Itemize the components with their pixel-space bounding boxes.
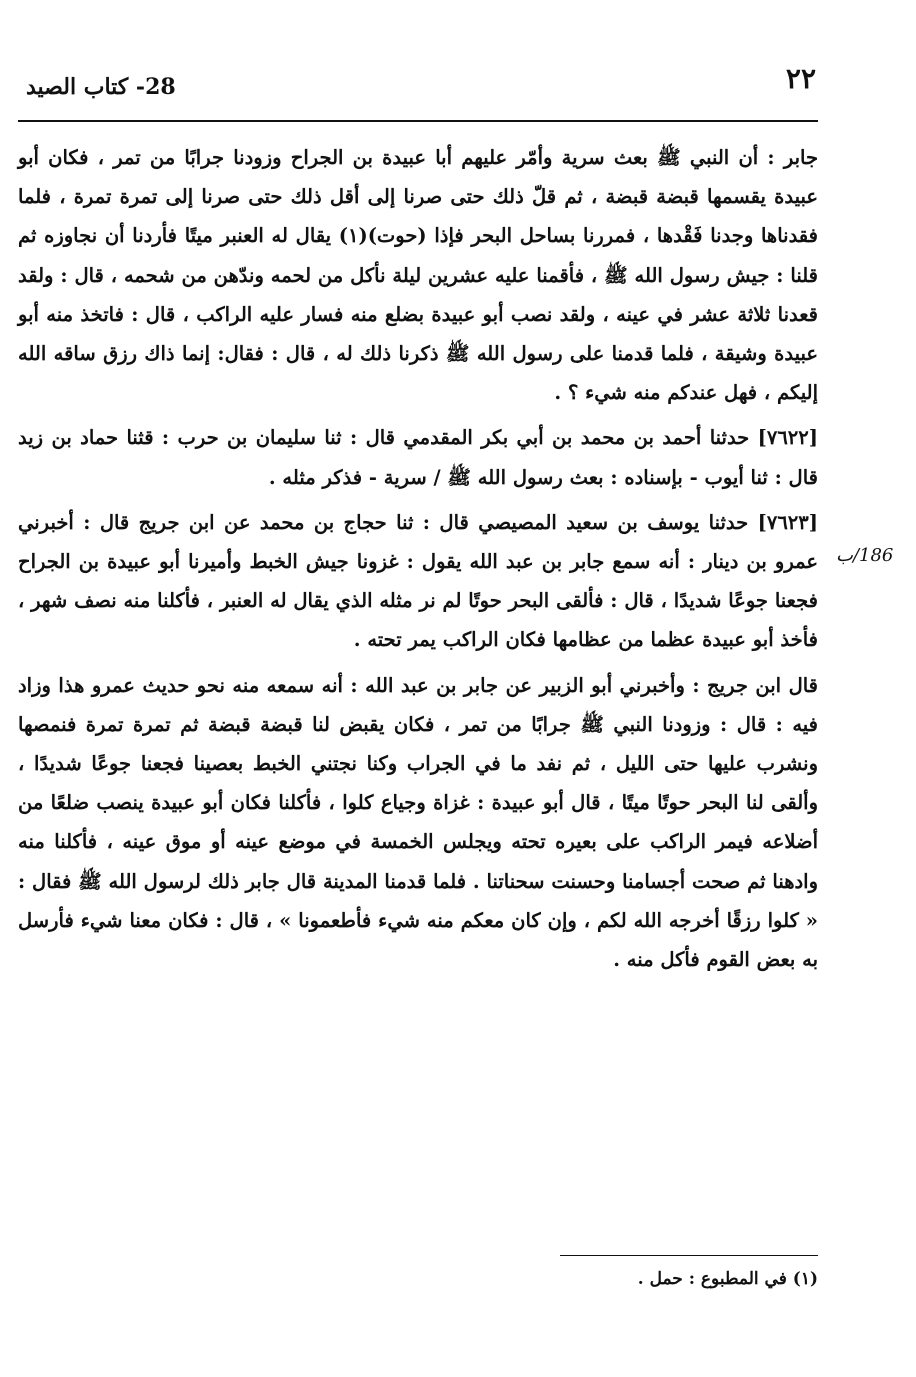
page-header [18,60,818,108]
paragraph-text: جابر : أن النبي ﷺ بعث سرية وأمّر عليهم أبا عبيدة بن الجراح وزودنا جرابًا من تمر ، فكان أبو عبيدة يقسمها قبضة قبضة ، ثم قلّ ذلك حتى صرنا إلى أقل ذلك حتى صرنا إلى تمرة تمرة ، فلما فقدناها وجدنا فَقْدها ، فمررنا بساحل البحر فإذا (حوت)(١) يقال له العنبر ميتًا فأردنا أن نجاوزه ثم قلنا : جيش رسول الله ﷺ ، فأقمنا عليه عشرين ليلة نأكل من لحمه وندّهن من شحمه ، قال : ولقد قعدنا ثلاثة عشر في عينه ، ولقد نصب أبو عبيدة بضلع منه فسار عليه الراكب ، قال : فاتخذ منه أبو عبيدة وشيقة ، فلما قدمنا على رسول الله ﷺ ذكرنا ذلك له ، قال : فقال: [18,146,818,366]
prophetic-saying: إنما ذاك رزق ساقه الله إليكم ، فهل عندكم منه شيء ؟ [18,342,818,405]
paragraph-text: أحمد بن محمد بن أبي بكر المقدمي قال : ثنا سليمان بن حرب : قثنا حماد بن زيد قال : ثنا أيوب - بإسناده : بعث رسول الله ﷺ / سرية - فذكر مثله . [18,426,818,489]
header-divider [18,120,818,122]
manuscript-folio-note: 186/ب [836,545,894,566]
paragraph-lead: قال [788,673,818,697]
hadith-7623 [18,503,818,660]
footnote-divider [560,1255,818,1256]
hadith-7622 [18,418,818,496]
paragraph-tail: ، قال : فكان معنا شيء فأرسل به بعض القوم فأكل منه . [18,908,818,972]
prophetic-saying: « كلوا رزقًا أخرجه الله لكم ، وإن كان معكم منه شيء فأطعمونا » [279,908,818,932]
hadith-number: [٧٦٢٢] حدثنا [709,426,818,450]
paragraph-tail: . [554,381,568,405]
hadith-number: [٧٦٢٣] حدثنا [708,510,818,534]
chapter-title: 28- كتاب الصيد [26,74,176,100]
footnote: (١) في المطبوع : حمل . [637,1269,818,1289]
paragraph-1 [18,138,818,412]
paragraph-text: يوسف بن سعيد المصيصي قال : ثنا حجاج بن محمد عن ابن جريج قال : أخبرني عمرو بن دينار : أنه سمع جابر بن عبد الله يقول : غزونا جيش الخبط وأميرنا أبو عبيدة بن الجراح فجعنا جوعًا شديدًا ، قال : فألقى البحر حوتًا لم نر مثله الذي يقال له العنبر ، فأكلنا منه نصف شهر ، فأخذ أبو عبيدة عظما من عظامها فكان الراكب يمر تحته . [18,510,818,652]
paragraph-ibn-jurayj [18,666,818,980]
paragraph-text: ابن جريج : وأخبرني أبو الزبير عن جابر بن عبد الله : أنه سمعه منه نحو حديث عمرو هذا وزاد فيه : قال : وزودنا النبي ﷺ جرابًا من تمر ، فكان يقبض لنا قبضة قبضة ثم تمرة تمرة فنمصها ونشرب عليها حتى الليل ، ثم نفد ما في الجراب وكنا نجتني الخبط بعصينا فجعنا جوعًا شديدًا ، وألقى لنا البحر حوتًا ميتًا ، قال أبو عبيدة : غزاة وجياع كلوا ، فأكلنا فكان أبو عبيدة ينصب ضلعًا من أضلاعه فيمر الراكب على بعيره تحته ويجلس الخمسة في موضع عينه أو موق عينه ، فأكلنا منه وادهنا ثم صحت أجسامنا وحسنت سحناتنا . فلما قدمنا المدينة قال جابر ذلك لرسول الله ﷺ فقال : [18,673,818,893]
page-number: ٢٢ [785,62,816,95]
main-text [18,138,818,979]
